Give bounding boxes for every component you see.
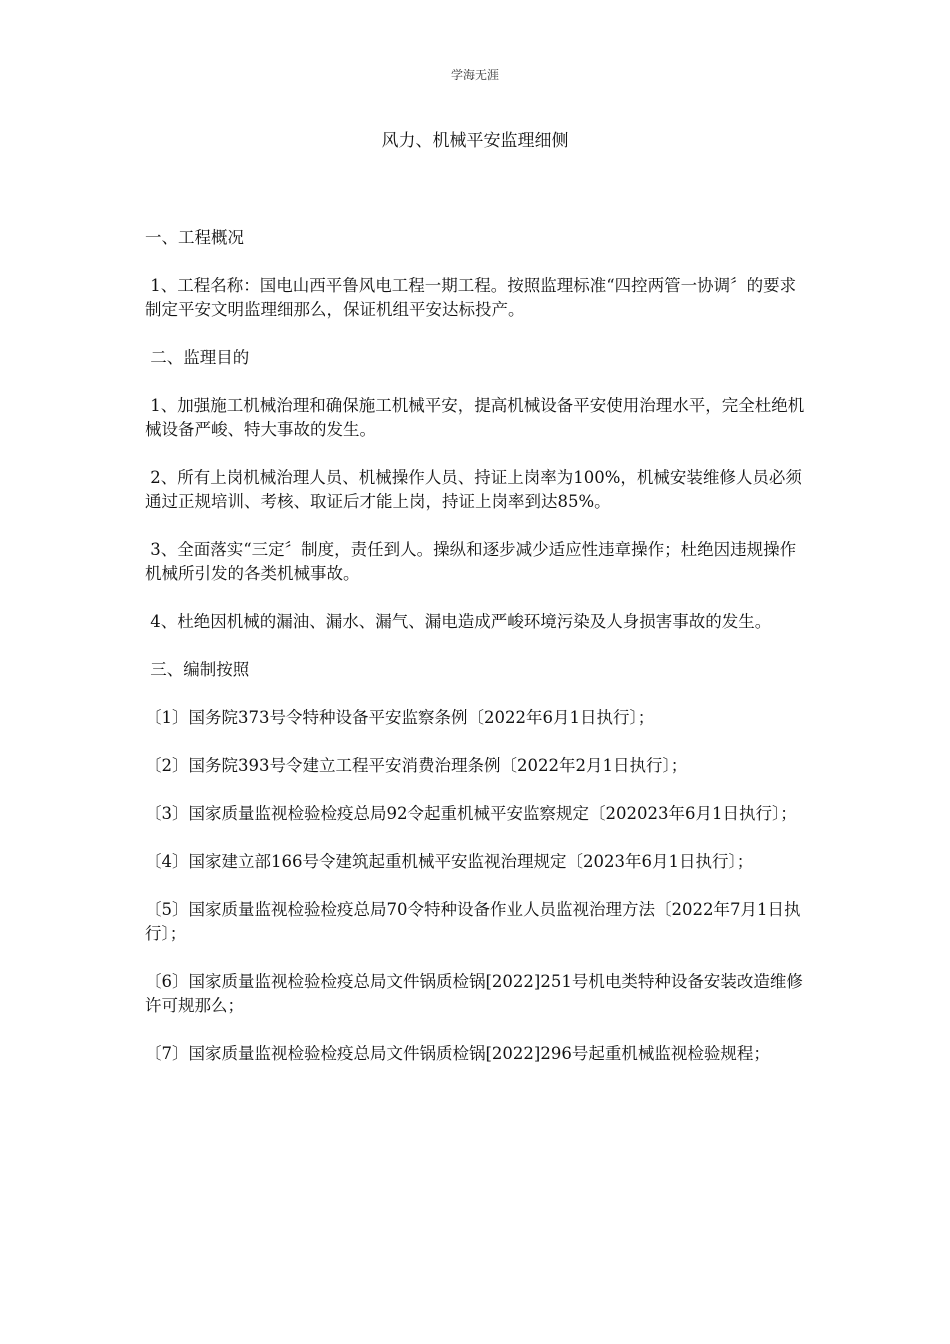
paragraph-basis-4: 〔4〕国家建立部166号令建筑起重机械平安监视治理规定〔2023年6月1日执行〕； (145, 852, 754, 871)
paragraph-project-name: 1、工程名称：国电山西平鲁风电工程一期工程。按照监理标准“四控两管一协调〞的要求制定平安文明监理细那么，保证机组平安达标投产。 (145, 276, 797, 319)
paragraph-basis-5: 〔5〕国家质量监视检验检疫总局70令特种设备作业人员监视治理方法〔2022年7月1日执行〕； (145, 900, 801, 943)
paragraph-objective-1: 1、加强施工机械治理和确保施工机械平安，提高机械设备平安使用治理水平，完全杜绝机械设备严峻、特大事故的发生。 (145, 396, 805, 439)
paragraph-objective-3: 3、全面落实“三定〞制度，责任到人。操纵和逐步减少适应性违章操作；杜绝因违规操作机械所引发的各类机械事故。 (145, 540, 797, 583)
paragraph-basis-7: 〔7〕国家质量监视检验检疫总局文件锅质检锅[2022]296号起重机械监视检验规程； (145, 1044, 770, 1063)
paragraph-objective-2: 2、所有上岗机械治理人员、机械操作人员、持证上岗率为100%，机械安装维修人员必须通过正规培训、考核、取证后才能上岗，持证上岗率到达85%。 (145, 468, 802, 511)
section-heading-basis: 三、编制按照 (145, 660, 250, 679)
section-heading-overview: 一、工程概况 (145, 228, 244, 247)
paragraph-basis-6: 〔6〕国家质量监视检验检疫总局文件锅质检锅[2022]251号机电类特种设备安装改造维修许可规那么； (145, 972, 803, 1015)
document-body (145, 226, 807, 1090)
page-header: 学海无涯 (450, 68, 499, 82)
section-heading-objectives: 二、监理目的 (145, 348, 250, 367)
paragraph-basis-1: 〔1〕国务院373号令特种设备平安监察条例〔2022年6月1日执行〕； (145, 708, 655, 727)
document-title: 风力、机械平安监理细侧 (381, 131, 569, 151)
paragraph-basis-2: 〔2〕国务院393号令建立工程平安消费治理条例〔2022年2月1日执行〕； (145, 756, 688, 775)
paragraph-objective-4: 4、杜绝因机械的漏油、漏水、漏气、漏电造成严峻环境污染及人身损害事故的发生。 (145, 612, 772, 631)
paragraph-basis-3: 〔3〕国家质量监视检验检疫总局92令起重机械平安监察规定〔202023年6月1日执行〕； (145, 804, 797, 823)
